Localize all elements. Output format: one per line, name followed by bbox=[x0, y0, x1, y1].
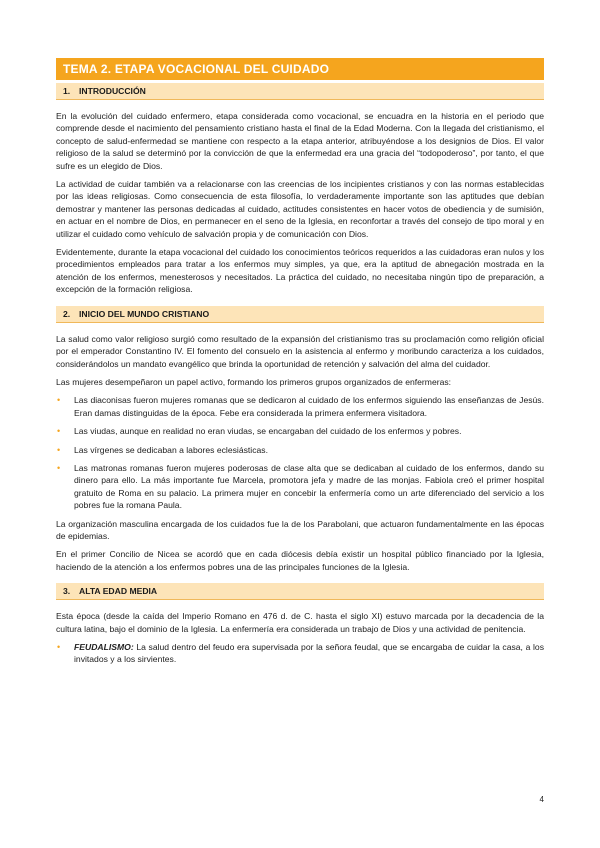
paragraph: En el primer Concilio de Nicea se acordó que en cada diócesis debía existir un hospital público financiado por la Iglesia, haciendo de la atención a los enfermos pobres una de las principales funciones de la Iglesia. bbox=[56, 549, 544, 572]
paragraph: En la evolución del cuidado enfermero, etapa considerada como vocacional, se encuadra en la historia en el periodo que comprende desde el nacimiento del pensamiento cristiano hasta el final de la Edad Moderna. Con la llegada del cristianismo, el concepto de salud-enfermedad se mantiene con respecto a la etapa anterior, atribuyéndose a los designios de Dios. El valor religioso de la salud se determinó por la convicción de que la enfermedad era una gracia del “todopoderoso”, por tanto, el que sufre es un elegido de Dios. bbox=[56, 111, 544, 171]
paragraph: La salud como valor religioso surgió como resultado de la expansión del cristianismo tras su proclamación como religión oficial por el emperador Constantino IV. El fomento del consuelo en la asistencia al enfermo y moribundo caracteriza a los cuidados, considerándolos un mandato evangélico que brinda la oportunidad de retención y salvación del alma del cuidador. bbox=[56, 333, 544, 369]
list-item: • FEUDALISMO: La salud dentro del feudo era supervisada por la señora feudal, que se encargaba de cuidar la casa, a los invitados y a los sirvientes. bbox=[57, 642, 544, 665]
section-title: ALTA EDAD MEDIA bbox=[79, 586, 158, 597]
bullet-icon: • bbox=[57, 426, 61, 437]
section-number: 2. bbox=[63, 308, 71, 319]
list-item: • Las matronas romanas fueron mujeres poderosas de clase alta que se dedicaban al cuidado de los enfermos, dando su dinero para ello. La más importante fue Marcela, promotora jefa y madre de las monjas. Fabiola creó el primer hospital gratuito de Roma en su palacio. La primera mujer en concebir la enfermería como un arte diferenciado del servicio a los pobres fue la romana Paula. bbox=[57, 462, 544, 511]
list-item: • Las vírgenes se dedicaban a labores eclesiásticas. bbox=[57, 444, 268, 455]
section-title: INTRODUCCIÓN bbox=[79, 86, 146, 96]
bullet-icon: • bbox=[57, 395, 61, 406]
bullet-list bbox=[56, 641, 544, 666]
paragraph: Evidentemente, durante la etapa vocacional del cuidado los conocimientos teóricos requeridos a las cuidadoras eran nulos y los procedimientos empleados para tratar a los enfermos muy simples, ya que, era la aptitud de abnegación mostrada en la atención de los enfermos, menesterosos y necesitados. La práctica del cuidado, no necesitaba ningún tipo de preparación, a excepción de la formación religiosa. bbox=[56, 247, 544, 295]
term-feudalismo: FEUDALISMO bbox=[74, 642, 131, 652]
page-title: TEMA 2. ETAPA VOCACIONAL DEL CUIDADO bbox=[56, 58, 544, 80]
bullet-list bbox=[56, 394, 544, 511]
section-number: 1. bbox=[63, 86, 71, 96]
section-heading-alta-edad-media bbox=[56, 583, 544, 600]
paragraph: Esta época (desde la caída del Imperio Romano en 476 d. de C. hasta el siglo XI) estuvo marcada por la decadencia de la cultura latina, bajo el dominio de la Iglesia. La enfermería era considerada un trabajo de Dios y una actividad de penitencia. bbox=[56, 611, 544, 634]
section-title: INICIO DEL MUNDO CRISTIANO bbox=[79, 308, 210, 319]
list-item: • Las diaconisas fueron mujeres romanas que se dedicaron al cuidado de los enfermos siguiendo las enseñanzas de Jesús. Eran damas distinguidas de la época. Febe era considerada la primera enfermera visitadora. bbox=[57, 395, 544, 418]
bullet-icon: • bbox=[57, 642, 61, 652]
paragraph: La actividad de cuidar también va a relacionarse con las creencias de los incipientes cristianos y con las normas establecidas por las ideas religiosas. Como consecuencia de esta filosofía, lo verdaderamente importante son las aptitudes que debían demostrar y mantener las personas dedicadas al cuidado, actitudes consistentes en hacer votos de obediencia y de sumisión, en actuar en el nombre de Dios, en permanecer en el seno de la Iglesia, en reconfortar a través del consejo de tipo moral y en utilizar el cuidado como vehículo de salvación propia y de comunicación con Dios. bbox=[56, 179, 544, 239]
bullet-icon: • bbox=[57, 462, 61, 473]
bullet-icon: • bbox=[57, 444, 61, 455]
paragraph: La organización masculina encargada de los cuidados fue la de los Parabolani, que actuaron fundamentalmente en las épocas de epidemias. bbox=[56, 518, 544, 541]
page-number: 4 bbox=[539, 795, 544, 804]
section-heading-mundo-cristiano bbox=[56, 306, 544, 323]
paragraph: Las mujeres desempeñaron un papel activo, formando los primeros grupos organizados de enfermeras: bbox=[56, 376, 452, 387]
section-number: 3. bbox=[63, 586, 71, 597]
document-page bbox=[56, 58, 544, 672]
list-item: • Las viudas, aunque en realidad no eran viudas, se encargaban del cuidado de los enfermos y pobres. bbox=[57, 426, 462, 437]
section-heading-introduccion bbox=[56, 83, 544, 100]
